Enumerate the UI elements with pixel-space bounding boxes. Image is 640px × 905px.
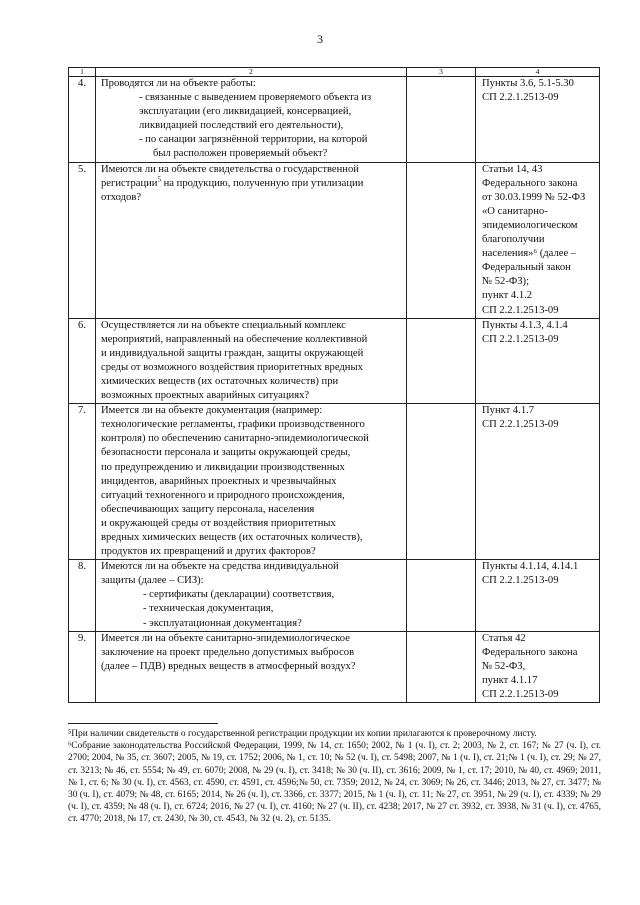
question-line: мероприятий, направленный на обеспечение коллективной (101, 333, 368, 345)
page-number: 3 (317, 32, 323, 46)
header-row (69, 68, 600, 77)
question-line (101, 177, 403, 191)
table-row (69, 404, 600, 560)
question-line: среды от возможного воздействия приоритетных вредных (101, 361, 363, 373)
reference-line: Федерального закона (482, 177, 578, 189)
reference-line: Федерального закона (482, 646, 578, 658)
question-line: и индивидуальной защиты граждан, защиты окружающей (101, 347, 364, 359)
question-line: по предупреждению и ликвидации производственных (101, 461, 345, 473)
item-number: 7. (69, 404, 96, 560)
question-text: на продукцию, полученную при утилизации (160, 177, 364, 189)
reference-line: Пункты 4.1.3, 4.1.4 (482, 319, 568, 331)
header-cell: 2 (96, 68, 407, 77)
question-line: инцидентов, аварийных проектных и чрезвычайных (101, 475, 337, 487)
header-cell: 3 (407, 68, 476, 77)
question-line: Имеются ли на объекте на средства индивидуальной (101, 561, 339, 573)
question-line: обеспечивающих защиту персонала, населения (101, 503, 315, 515)
footnote-divider (68, 723, 218, 724)
reference-line: «О санитарно- (482, 205, 548, 217)
question-cell (96, 631, 407, 702)
question-line: Имеется ли на объекте санитарно-эпидемиологическое (101, 632, 350, 644)
reference-line: благополучии (482, 234, 545, 246)
reference-line: СП 2.2.1.2513-09 (482, 92, 559, 104)
reference-cell (476, 631, 600, 702)
reference-line: от 30.03.1999 № 52-ФЗ (482, 191, 586, 203)
reference-line: населения»⁶ (далее – (482, 248, 577, 260)
question-line: ситуаций техногенного и природного происхождения, (101, 489, 345, 501)
question-text: регистрации (101, 177, 158, 189)
question-line: безопасности персонала и защиты окружающей среды, (101, 447, 351, 459)
reference-cell (476, 162, 600, 318)
question-cell (96, 162, 407, 318)
question-cell (96, 560, 407, 631)
reference-line: Пункт 4.1.7 (482, 405, 535, 417)
question-line: Имеются ли на объекте свидетельства о государственной (101, 163, 359, 175)
reference-line: Пункты 3.6, 5.1-5.30 (482, 78, 574, 89)
reference-line: СП 2.2.1.2513-09 (482, 304, 559, 316)
reference-line: Федеральный закон (482, 262, 571, 274)
reference-line: СП 2.2.1.2513-09 (482, 419, 559, 431)
reference-line: СП 2.2.1.2513-09 (482, 333, 559, 345)
question-line: Имеется ли на объекте документация (например: (101, 405, 323, 417)
reference-cell (476, 77, 600, 163)
reference-line: № 52-ФЗ, (482, 660, 526, 672)
question-line: - по санации загрязнённой территории, на которой (139, 134, 368, 146)
question-line: - связанные с выведением проверяемого объекта из (139, 92, 372, 104)
question-line: химических веществ (их остаточных количеств) при (101, 375, 339, 387)
reference-line: СП 2.2.1.2513-09 (482, 689, 559, 701)
question-line: контроля) по обеспечению санитарно-эпидемиологической (101, 433, 369, 445)
question-line: продуктов их превращений и других факторов? (101, 546, 316, 558)
footnote-ref: 5 (157, 175, 161, 184)
reference-line: пункт 4.1.17 (482, 674, 538, 686)
question-line: отходов? (101, 191, 142, 203)
header-cell: 1 (69, 68, 96, 77)
question-line: - эксплуатационная документация? (143, 617, 302, 629)
question-cell (96, 77, 407, 163)
table-row (69, 560, 600, 631)
answer-cell[interactable] (407, 631, 476, 702)
reference-line: Статья 42 (482, 632, 526, 644)
item-number: 9. (69, 631, 96, 702)
question-line: и окружающей среды от воздействия приоритетных (101, 517, 336, 529)
reference-line: пункт 4.1.2 (482, 290, 533, 302)
answer-cell[interactable] (407, 404, 476, 560)
item-number: 8. (69, 560, 96, 631)
question-line: вредных химических веществ (их остаточных количеств), (101, 532, 363, 543)
item-number: 4. (69, 77, 96, 163)
question-cell (96, 318, 407, 404)
reference-line: эпидемиологическом (482, 219, 578, 231)
item-number: 6. (69, 318, 96, 404)
reference-cell (476, 560, 600, 631)
header-cell: 4 (476, 68, 600, 77)
table-row (69, 77, 600, 163)
question-line: - техническая документация, (143, 603, 274, 615)
question-line: заключение на проект предельно допустимых выбросов (101, 646, 355, 658)
answer-cell[interactable] (407, 162, 476, 318)
reference-line: № 52-ФЗ); (482, 276, 530, 288)
reference-line: СП 2.2.1.2513-09 (482, 575, 559, 587)
table-row (69, 318, 600, 404)
question-line: ликвидацией последствий его деятельности), (139, 120, 344, 132)
footnotes (68, 728, 601, 826)
footnote-6: ⁶Собрание законодательства Российской Федерации, 1999, № 14, ст. 1650; 2002, № 1 (ч. I), ст. 2; 2003, № 2, ст. 167; № 27 (ч. I), ст. 2700; 2004, № 35, ст. 3607; 2005, № 19, ст. 1752; 2006, № 1, ст. 10; № 52 (ч. I), ст. 5498; 2007, № 1 (ч. I), ст. 21;№ 1 (ч. I), ст. 29; № 27, ст. 3213; № 46, ст. 5554; № 49, ст. 6070; 2008, № 29 (ч. I), ст. 3418; № 30 (ч. II), ст. 3616; 2009, № 1, ст. 17; 2010, № 40, ст. 4969; 2011, № 1, ст. 6; № 30 (ч. I), ст. 4563, ст. 4590, ст. 4591, ст. 4596;№ 50, ст. 7359; 2012, № 24, ст. 3069; № 26, ст. 3446; 2013, № 27, ст. 3477; № 30 (ч. I), ст. 4079; № 48, ст. 6165; 2014, № 26 (ч. I), ст. 3366, ст. 3377; 2015, № 1 (ч. I), ст. 11; № 27, ст. 3951, № 29 (ч. I), ст. 4339; № 29 (ч. I), ст. 4359; № 48 (ч. I), ст. 6724; 2016, № 27 (ч. I), ст. 4160; № 27 (ч. II), ст. 4238; 2017, № 27 ст. 3932, ст. 3938, № 31 (ч. I), ст. 4765, ст. 4770; 2018, № 17, ст. 2430, № 30, ст. 4543, № 32 (ч. 2), ст. 5135. (68, 741, 601, 825)
item-number: 5. (69, 162, 96, 318)
answer-cell[interactable] (407, 560, 476, 631)
question-line: технологические регламенты, графики производственного (101, 419, 365, 431)
reference-line: Пункты 4.1.14, 4.14.1 (482, 561, 579, 573)
reference-cell (476, 318, 600, 404)
answer-cell[interactable] (407, 77, 476, 163)
question-line: (далее – ПДВ) вредных веществ в атмосферный воздух? (101, 660, 356, 672)
question-line: возможных проектных аварийных ситуациях? (101, 390, 310, 402)
footnote-5: ⁵При наличии свидетельств о государственной регистрации продукции их копии прилагаются к проверочному листу. (68, 729, 537, 739)
table-row (69, 631, 600, 702)
question-line: был расположен проверяемый объект? (153, 148, 328, 160)
question-cell (96, 404, 407, 560)
table-row (69, 162, 600, 318)
question-line: эксплуатации (его ликвидацией, консервацией, (139, 106, 352, 118)
answer-cell[interactable] (407, 318, 476, 404)
question-line: защиты (далее – СИЗ): (101, 575, 204, 587)
question-line: Осуществляется ли на объекте специальный комплекс (101, 319, 346, 331)
reference-line: Статьи 14, 43 (482, 163, 543, 175)
checklist-table (68, 67, 600, 703)
question-line: Проводятся ли на объекте работы: (101, 78, 256, 89)
reference-cell (476, 404, 600, 560)
question-line: - сертификаты (декларации) соответствия, (143, 589, 335, 601)
